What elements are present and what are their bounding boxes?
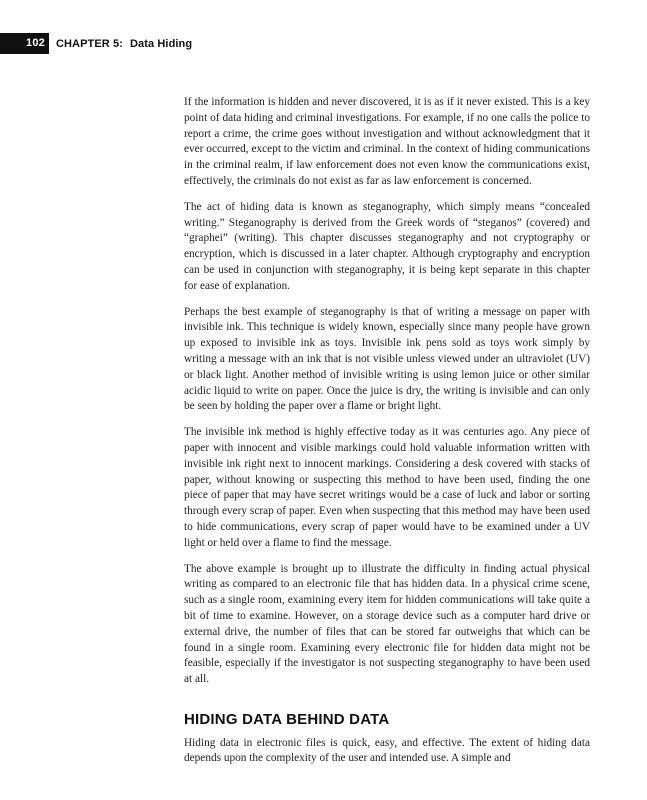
paragraph: The invisible ink method is highly effective today as it was centuries ago. Any piece of paper with innocent and visible markings could hold valuable information written with invisible ink right next to innocent markings. Considering a desk covered with stacks of paper, without knowing or suspecting this method to have been used, finding the one piece of paper that may have secret writings would be a case of luck and labor or sorting through every scrap of paper. Even when suspecting that this method may have been used to hide communications, every scrap of paper would have to be examined under a UV light or held over a flame to find the message.: [184, 426, 590, 549]
body-text: [184, 95, 590, 777]
chapter-title: Data Hiding: [129, 37, 193, 50]
paragraph: Perhaps the best example of steganography is that of writing a message on paper with invisible ink. This technique is widely known, especially since many people have grown up exposed to invisible ink as toys. Invisible ink pens sold as toys work simply by writing a message with an ink that is not visible unless viewed under an ultraviolet (UV) or black light. Another method of invisible writing is using lemon juice or other similar acidic liquid to write on paper. Once the juice is dry, the writing is invisible and can only be seen by holding the paper over a flame or bright light.: [184, 305, 590, 413]
running-header: [0, 33, 192, 54]
paragraph: Hiding data in electronic files is quick, easy, and effective. The extent of hiding data depends upon the complexity of the user and intended use. A simple and: [184, 736, 590, 765]
section-heading: HIDING DATA BEHIND DATA: [184, 710, 390, 728]
page-number: 102: [0, 33, 49, 54]
chapter-heading: [55, 38, 192, 50]
paragraph: The above example is brought up to illustrate the difficulty in finding actual physical writing as compared to an electronic file that has hidden data. In a physical crime scene, such as a single room, examining every item for hidden communications will take quite a bit of time to examine. However, on a storage device such as a computer hard drive or external drive, the number of files that can be stored far outweighs that which can be found in a single room. Examining every electronic file for hidden data might not be feasible, especially if the investigator is not suspecting steganography to have been used at all.: [184, 562, 590, 686]
paragraph: If the information is hidden and never discovered, it is as if it never existed. This is a key point of data hiding and criminal investigations. For example, if no one calls the police to report a crime, the crime goes without investigation and without acknowledgment that it ever occurred, except to the victim and criminal. In the context of hiding communications in the criminal realm, if law enforcement does not even know the communications exist, effectively, the criminals do not exist as far as law enforcement is concerned.: [184, 96, 590, 187]
paragraph: The act of hiding data is known as steganography, which simply means “concealed writing.” Steganography is derived from the Greek words of “steganos” (covered) and “graphei” (writing). This chapter discusses steganography and not cryptography or encryption, which is discussed in a later chapter. Although cryptography and encryption can be used in conjunction with steganography, it is being kept separate in this chapter for ease of explanation.: [184, 200, 590, 292]
chapter-label: CHAPTER 5:: [55, 37, 123, 50]
